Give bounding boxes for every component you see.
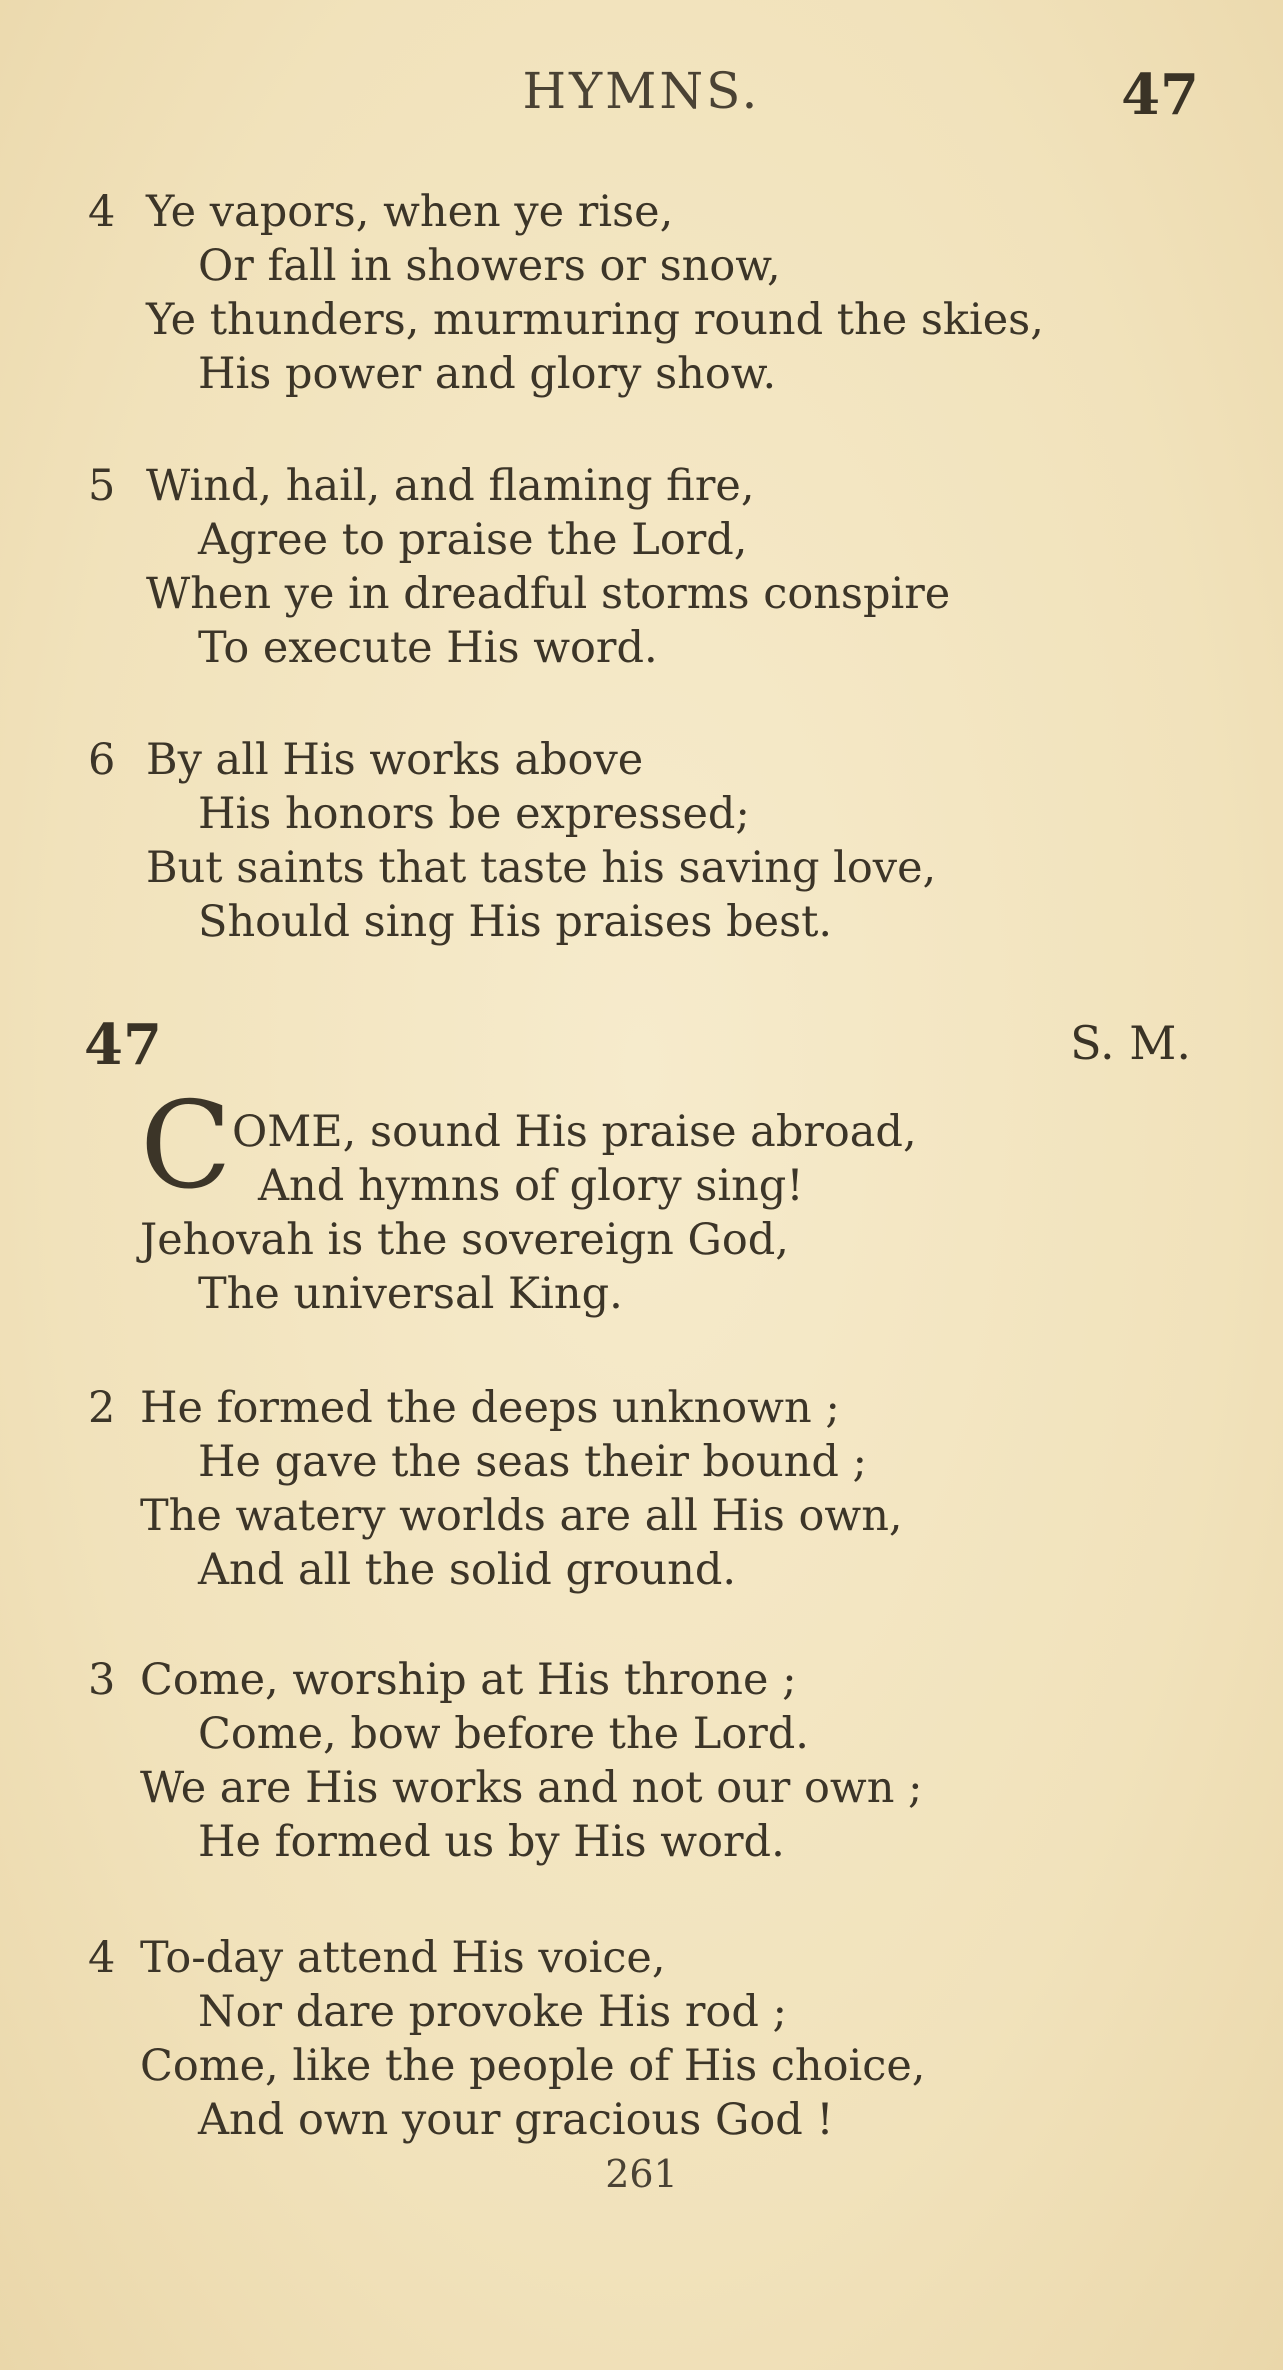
stanza-line: Jehovah is the sovereign God,	[140, 1215, 789, 1265]
stanza-number: 5	[88, 461, 116, 511]
stanza-line: Wind, hail, and flaming fire,	[146, 461, 755, 511]
stanza-line: The watery worlds are all His own,	[140, 1491, 903, 1541]
stanza-number: 3	[88, 1655, 116, 1705]
stanza-line: By all His works above	[146, 735, 644, 785]
stanza-line: When ye in dreadful storms conspire	[146, 569, 951, 619]
hymn-number: 47	[84, 1012, 162, 1078]
stanza-line: He formed the deeps unknown ;	[140, 1383, 840, 1433]
stanza-line: To-day attend His voice,	[140, 1933, 666, 1983]
stanza-line: To execute His word.	[198, 623, 658, 673]
stanza-number: 4	[88, 187, 116, 237]
folio-number: 261	[605, 2152, 678, 2196]
stanza-line: His honors be expressed;	[198, 789, 750, 839]
stanza-line: Come, worship at His throne ;	[140, 1655, 797, 1705]
stanza-line: Ye vapors, when ye rise,	[146, 187, 674, 237]
stanza-line: Or fall in showers or snow,	[198, 241, 781, 291]
stanza-line: Agree to praise the Lord,	[198, 515, 748, 565]
stanza-line: And own your gracious God !	[198, 2095, 834, 2145]
stanza-line: His power and glory show.	[198, 349, 777, 399]
running-head: HYMNS.	[522, 62, 761, 120]
stanza-line: The universal King.	[198, 1269, 623, 1319]
hymn-meter: S. M.	[1070, 1016, 1191, 1070]
stanza-line: Ye thunders, murmuring round the skies,	[146, 295, 1044, 345]
stanza-line: Come, like the people of His choice,	[140, 2041, 926, 2091]
drop-cap: C	[140, 1077, 232, 1216]
stanza-line: He formed us by His word.	[198, 1817, 785, 1867]
stanza-number: 2	[88, 1383, 116, 1433]
stanza-line: Nor dare provoke His rod ;	[198, 1987, 788, 2037]
stanza-line: And hymns of glory sing!	[258, 1161, 804, 1211]
stanza-line: But saints that taste his saving love,	[146, 843, 937, 893]
stanza-line: And all the solid ground.	[198, 1545, 737, 1595]
stanza-line: Should sing His praises best.	[198, 897, 833, 947]
stanza-line: Come, bow before the Lord.	[198, 1709, 809, 1759]
stanza-line: We are His works and not our own ;	[140, 1763, 923, 1813]
stanza-line: He gave the seas their bound ;	[198, 1437, 868, 1487]
stanza-number: 4	[88, 1933, 116, 1983]
stanza-number: 6	[88, 735, 116, 785]
stanza-line: OME, sound His praise abroad,	[232, 1107, 917, 1157]
page-number: 47	[1121, 62, 1199, 128]
